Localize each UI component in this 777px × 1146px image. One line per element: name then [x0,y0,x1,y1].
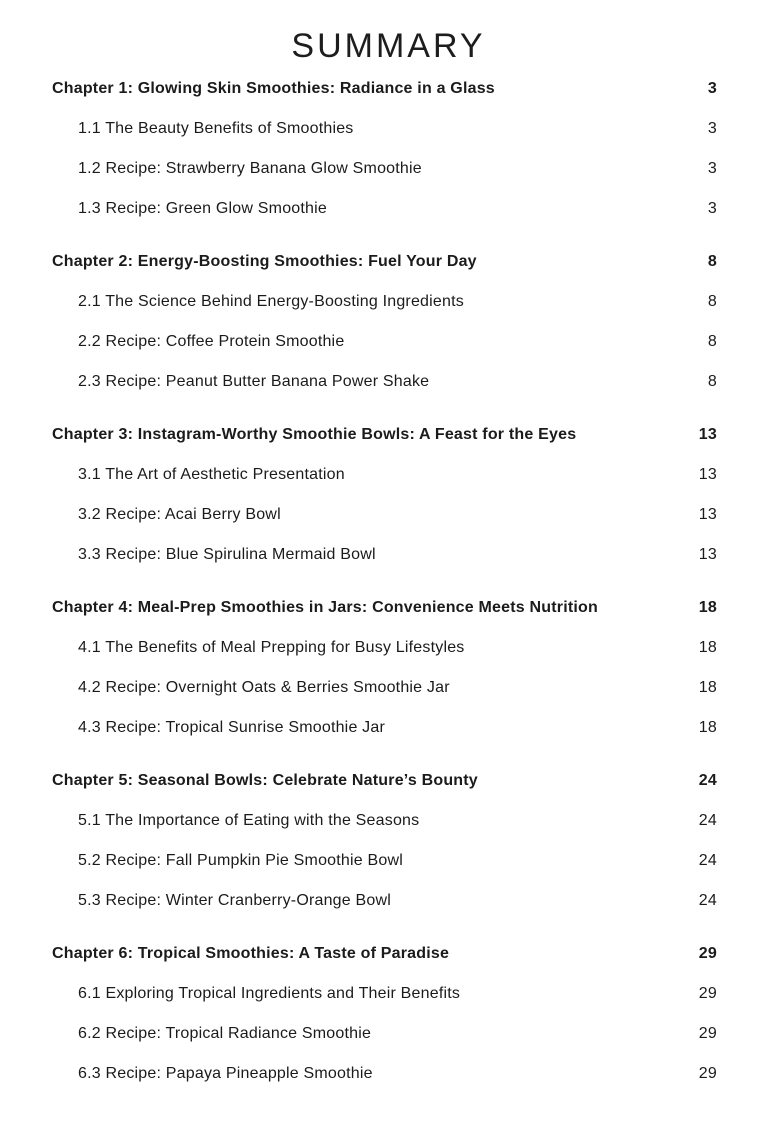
toc-entry-page-number: 29 [698,1065,717,1082]
toc-section-row[interactable] [52,109,717,149]
page-title: SUMMARY [291,27,486,65]
toc-entry-title: 2.2 Recipe: Coffee Protein Smoothie [78,333,345,350]
toc-entry-title: 5.3 Recipe: Winter Cranberry-Orange Bowl [78,892,392,909]
toc-entry-page-number: 18 [698,719,717,736]
toc-chapter-row[interactable] [52,934,717,974]
toc-section-row[interactable] [52,189,717,229]
toc-entry-page-number: 8 [707,333,717,350]
toc-section-row[interactable] [52,495,717,535]
toc-entry-page-number: 29 [698,985,717,1002]
toc-entry-title: 5.1 The Importance of Eating with the Seasons [78,812,420,829]
toc-entry-title: 2.3 Recipe: Peanut Butter Banana Power Shake [78,373,430,390]
toc-entry-title: 3.3 Recipe: Blue Spirulina Mermaid Bowl [78,546,376,563]
toc-entry-page-number: 18 [698,679,717,696]
toc-entry-page-number: 8 [707,253,717,270]
toc-section-row[interactable] [52,362,717,402]
toc-chapter-row[interactable] [52,588,717,628]
toc-entry-page-number: 13 [698,506,717,523]
toc-section-row[interactable] [52,974,717,1014]
toc-entry-page-number: 13 [698,466,717,483]
toc-entry-title: Chapter 3: Instagram-Worthy Smoothie Bowls: A Feast for the Eyes [52,426,577,443]
toc-entry-title: 1.1 The Beauty Benefits of Smoothies [78,120,354,137]
toc-section-row[interactable] [52,149,717,189]
toc-entry-page-number: 24 [698,892,717,909]
toc-section-row[interactable] [52,841,717,881]
toc-entry-page-number: 3 [707,80,717,97]
toc-chapter-row[interactable] [52,69,717,109]
toc-entry-title: 4.2 Recipe: Overnight Oats & Berries Smoothie Jar [78,679,450,696]
toc-chapter-block [52,761,717,921]
toc-entry-title: 6.1 Exploring Tropical Ingredients and Their Benefits [78,985,461,1002]
toc-entry-page-number: 13 [698,426,717,443]
toc-section-row[interactable] [52,1054,717,1094]
toc-entry-page-number: 29 [698,1025,717,1042]
toc-chapter-block [52,242,717,402]
toc-entry-page-number: 3 [707,120,717,137]
toc-entry-page-number: 18 [698,639,717,656]
toc-entry-title: Chapter 5: Seasonal Bowls: Celebrate Nature’s Bounty [52,772,478,789]
toc-entry-title: 5.2 Recipe: Fall Pumpkin Pie Smoothie Bowl [78,852,403,869]
toc-chapter-row[interactable] [52,415,717,455]
toc-entry-title: Chapter 1: Glowing Skin Smoothies: Radiance in a Glass [52,80,495,97]
toc-section-row[interactable] [52,322,717,362]
toc-chapter-block [52,934,717,1094]
toc [52,69,717,1094]
toc-entry-title: 3.2 Recipe: Acai Berry Bowl [78,506,281,523]
toc-chapter-row[interactable] [52,761,717,801]
toc-entry-page-number: 24 [698,812,717,829]
toc-entry-page-number: 18 [698,599,717,616]
toc-entry-title: Chapter 6: Tropical Smoothies: A Taste of Paradise [52,945,450,962]
toc-entry-title: Chapter 4: Meal-Prep Smoothies in Jars: Convenience Meets Nutrition [52,599,598,616]
toc-entry-title: 1.3 Recipe: Green Glow Smoothie [78,200,327,217]
toc-entry-title: 1.2 Recipe: Strawberry Banana Glow Smoothie [78,160,422,177]
toc-entry-title: 6.2 Recipe: Tropical Radiance Smoothie [78,1025,372,1042]
toc-section-row[interactable] [52,708,717,748]
toc-entry-page-number: 24 [698,852,717,869]
toc-entry-page-number: 24 [698,772,717,789]
toc-entry-title: 2.1 The Science Behind Energy-Boosting Ingredients [78,293,464,310]
toc-section-row[interactable] [52,668,717,708]
toc-entry-title: 4.1 The Benefits of Meal Prepping for Busy Lifestyles [78,639,465,656]
toc-entry-page-number: 3 [707,160,717,177]
toc-section-row[interactable] [52,535,717,575]
toc-chapter-row[interactable] [52,242,717,282]
toc-entry-page-number: 8 [707,293,717,310]
toc-entry-title: 4.3 Recipe: Tropical Sunrise Smoothie Jar [78,719,386,736]
toc-chapter-block [52,69,717,229]
toc-section-row[interactable] [52,628,717,668]
toc-section-row[interactable] [52,801,717,841]
toc-entry-page-number: 3 [707,200,717,217]
toc-section-row[interactable] [52,1014,717,1054]
toc-entry-title: 6.3 Recipe: Papaya Pineapple Smoothie [78,1065,373,1082]
toc-section-row[interactable] [52,881,717,921]
toc-section-row[interactable] [52,455,717,495]
toc-section-row[interactable] [52,282,717,322]
toc-entry-page-number: 29 [698,945,717,962]
toc-entry-page-number: 13 [698,546,717,563]
document-page [0,26,777,1146]
toc-entry-page-number: 8 [707,373,717,390]
toc-chapter-block [52,588,717,748]
toc-entry-title: Chapter 2: Energy-Boosting Smoothies: Fuel Your Day [52,253,477,270]
toc-entry-title: 3.1 The Art of Aesthetic Presentation [78,466,345,483]
toc-chapter-block [52,415,717,575]
